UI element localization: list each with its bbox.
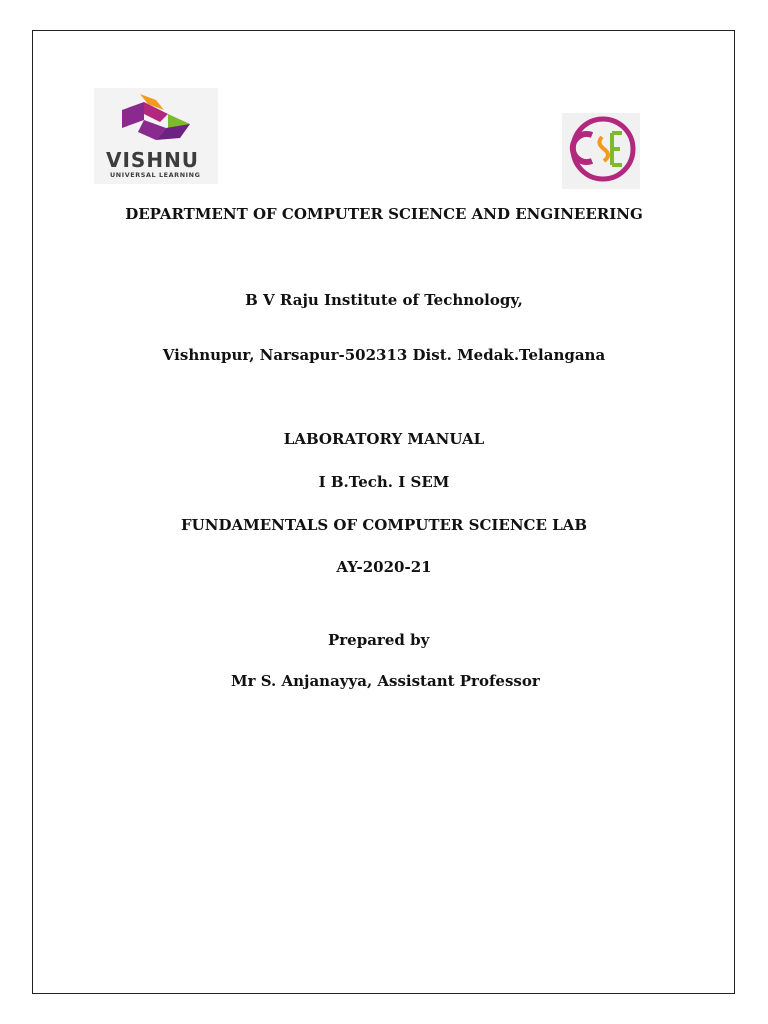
academic-year: AY-2020-21 bbox=[336, 558, 432, 576]
cse-logo bbox=[562, 113, 640, 189]
vishnu-wordmark: VISHNU bbox=[106, 148, 200, 172]
vishnu-logo bbox=[94, 88, 218, 184]
vishnu-tagline: UNIVERSAL LEARNING bbox=[110, 171, 201, 179]
lab-name: FUNDAMENTALS OF COMPUTER SCIENCE LAB bbox=[181, 516, 587, 534]
institute-name: B V Raju Institute of Technology, bbox=[245, 291, 523, 309]
author-name: Mr S. Anjanayya, Assistant Professor bbox=[231, 672, 540, 690]
prepared-by-label: Prepared by bbox=[328, 631, 430, 649]
course-level: I B.Tech. I SEM bbox=[318, 473, 450, 491]
cse-emblem-icon bbox=[562, 113, 640, 189]
vishnu-emblem-icon bbox=[94, 88, 218, 150]
institute-address: Vishnupur, Narsapur-502313 Dist. Medak.Telangana bbox=[162, 346, 606, 364]
manual-type: LABORATORY MANUAL bbox=[283, 430, 485, 448]
department-heading: DEPARTMENT OF COMPUTER SCIENCE AND ENGINEERING bbox=[125, 205, 643, 223]
